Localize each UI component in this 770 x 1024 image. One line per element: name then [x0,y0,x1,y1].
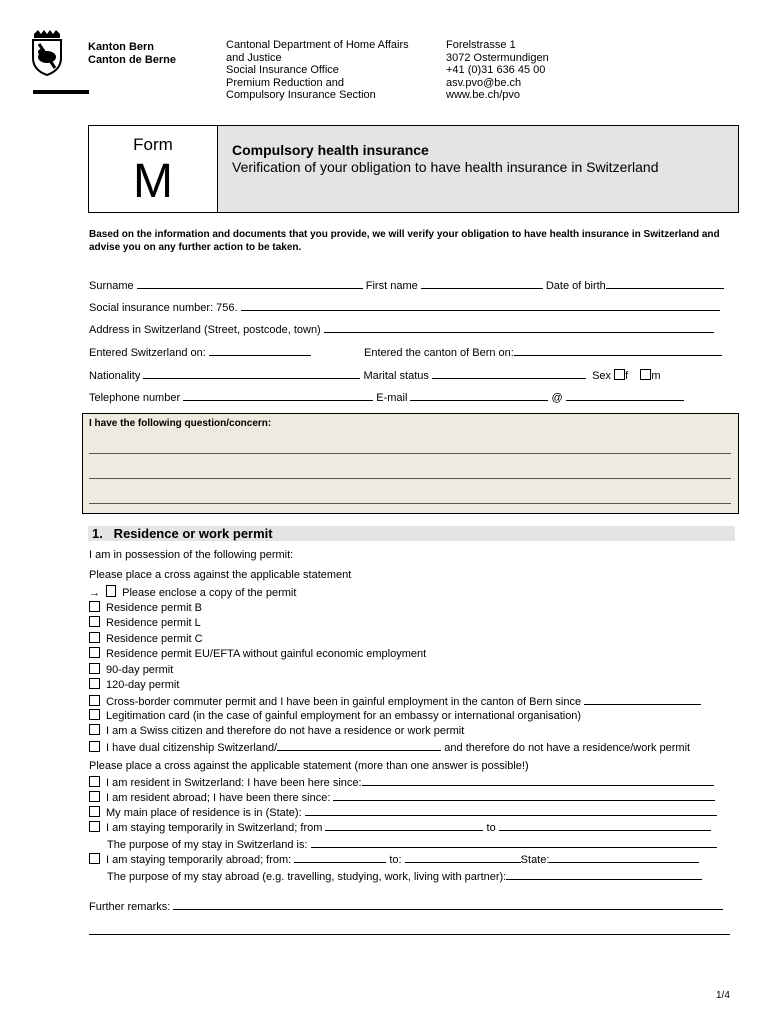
sex-m-label: m [651,370,661,382]
email-label: E-mail [376,392,408,404]
section-1-heading: 1. Residence or work permit [88,526,735,541]
permit-checkbox[interactable] [89,678,100,689]
resident-abroad-field[interactable] [333,790,715,801]
purpose-abroad-label: The purpose of my stay abroad (e.g. travelling, studying, work, living with partner): [107,871,507,883]
website-link[interactable]: www.be.ch/pvo [446,89,520,101]
dual-suffix: and therefore do not have a residence/work permit [444,742,691,754]
dept-line: Social Insurance Office [226,64,339,76]
form-letter: M [133,155,173,208]
permit-checkbox[interactable] [89,647,100,658]
permit-label: Residence permit B [106,602,202,614]
address-block [446,39,549,102]
email-user-field[interactable] [410,390,548,401]
permit-checkbox[interactable] [89,695,100,706]
row-social [89,300,720,314]
to2-label: to: [389,854,402,866]
purpose-ch-row [107,837,717,851]
permit-label: Legitimation card (in the case of gainful employment for an embassy or international organisation) [106,710,582,722]
resident-ch-label: I am resident in Switzerland: I have been here since: [106,777,362,789]
dept-line: and Justice [226,51,282,64]
social-label: Social insurance number: 756. [89,302,238,314]
instruction-text: Please place a cross against the applicable statement [89,569,352,581]
residence-option[interactable] [89,790,715,804]
phone-label: Telephone number [89,392,181,404]
permit-option[interactable] [89,724,464,737]
remarks-label: Further remarks: [89,901,171,913]
permit-label: 120-day permit [106,679,180,691]
question-label: I have the following question/concern: [89,418,272,429]
residence-option[interactable] [89,775,714,789]
temp-ch-to-field[interactable] [499,820,711,831]
temp-abroad-label: I am staying temporarily abroad; from: [106,854,292,866]
temp-ch-label: I am staying temporarily in Switzerland; from [106,822,323,834]
purpose-ch-field[interactable] [311,837,717,848]
sex-f-label: f [625,370,629,382]
permit-option[interactable] [89,694,701,708]
first-name-label: First name [365,280,418,292]
residence-checkbox[interactable] [89,821,100,832]
permit-label: Residence permit C [106,633,203,645]
entered-ch-field[interactable] [209,345,311,356]
temp-ch-from-field[interactable] [325,820,483,831]
remarks-field[interactable] [173,899,723,910]
social-field[interactable] [241,300,720,311]
form-title: Compulsory health insurance [232,142,429,158]
canton-name [88,41,176,66]
permit-checkbox[interactable] [89,724,100,735]
temp-abroad-from-field[interactable] [294,852,386,863]
entered-be-field[interactable] [514,345,722,356]
instruction2-text: Please place a cross against the applicable statement (more than one answer is possible!) [89,760,529,772]
first-name-field[interactable] [421,278,543,289]
permit-option[interactable] [89,709,581,722]
remarks-line-2[interactable] [89,934,730,935]
permit-checkbox[interactable] [89,601,100,612]
dept-line: Premium Reduction and [226,76,345,89]
permit-option[interactable] [89,601,202,614]
address-line: 3072 Ostermundigen [446,51,549,64]
arrow-icon: → [89,587,100,599]
residence-checkbox[interactable] [89,853,100,864]
residence-option[interactable] [89,805,717,819]
form-title-box [88,125,739,213]
permit-label: 90-day permit [106,664,174,676]
permit-option[interactable] [89,663,173,676]
at-sign: @ [551,392,563,404]
row-address [89,322,714,336]
permit-checkbox[interactable] [89,741,100,752]
permit-option[interactable] [89,616,201,629]
form-label-cell [89,126,218,212]
permit-option[interactable] [89,740,690,754]
entered-ch-label: Entered Switzerland on: [89,347,206,359]
purpose-abroad-row [107,869,702,883]
question-box [82,413,739,514]
page-number: 1/4 [716,990,730,1001]
canton-name-de: Kanton Bern [88,41,154,53]
sex-m-checkbox[interactable] [640,369,651,380]
dob-field[interactable] [606,278,724,289]
question-line[interactable] [89,453,731,454]
address-line: +41 (0)31 636 45 00 [446,64,546,76]
row-entered-be [364,345,722,359]
question-line[interactable] [89,478,731,479]
dual-citizenship-field[interactable] [277,740,441,751]
to-label: to [486,822,496,834]
email-domain-field[interactable] [566,390,684,401]
phone-field[interactable] [183,390,373,401]
surname-label: Surname [89,280,134,292]
surname-field[interactable] [137,278,363,289]
row-phone [89,390,684,404]
document-icon [106,585,116,597]
temp-abroad-state-field[interactable] [549,852,699,863]
entered-be-label: Entered the canton of Bern on: [364,347,514,359]
coat-of-arms-logo [30,30,64,76]
permit-option[interactable] [89,647,426,660]
residence-checkbox[interactable] [89,806,100,817]
commuter-since-field[interactable] [584,694,701,705]
intro-text: Based on the information and documents that you provide, we will verify your obligation to have health insurance in Switzerland and advise you on any further action to be taken. [89,229,720,253]
form-word: Form [133,135,173,154]
permit-option[interactable] [89,632,203,645]
enclose-text: Please enclose a copy of the permit [122,587,297,599]
address-field[interactable] [324,322,714,333]
permit-label: Cross-border commuter permit and I have been in gainful employment in the canton of Bern since [106,696,582,708]
row-name [89,278,724,292]
main-residence-field[interactable] [305,805,717,816]
nationality-label: Nationality [89,370,141,382]
purpose-abroad-field[interactable] [506,869,702,880]
dept-line: Compulsory Insurance Section [226,89,376,101]
temp-abroad-to-field[interactable] [405,852,521,863]
dob-label: Date of birth [545,280,606,292]
nationality-field[interactable] [143,368,360,379]
state-label: State: [520,854,550,866]
marital-field[interactable] [432,368,586,379]
residence-checkbox[interactable] [89,776,100,787]
canton-name-fr: Canton de Berne [88,53,177,66]
remarks-row [89,899,723,913]
residence-checkbox[interactable] [89,791,100,802]
permit-checkbox[interactable] [89,709,100,720]
permit-label: Residence permit EU/EFTA without gainful economic employment [106,648,427,660]
purpose-ch-label: The purpose of my stay in Switzerland is: [107,839,308,851]
enclose-row [89,585,296,599]
permit-label: Residence permit L [106,617,201,629]
dept-line: Cantonal Department of Home Affairs [226,39,409,51]
possession-text: I am in possession of the following permit: [89,549,294,561]
address-label: Address in Switzerland (Street, postcode, town) [89,324,321,336]
residence-option[interactable] [89,852,699,866]
permit-label: I have dual citizenship Switzerland/ [106,742,278,754]
address-line: Forelstrasse 1 [446,39,516,51]
email-link[interactable]: asv.pvo@be.ch [446,76,522,89]
permit-option[interactable] [89,678,179,691]
marital-label: Marital status [363,370,429,382]
question-line[interactable] [89,503,731,504]
permit-label: I am a Swiss citizen and therefore do not have a residence or work permit [106,725,465,737]
main-residence-label: My main place of residence is in (State): [106,807,302,819]
permit-checkbox[interactable] [89,663,100,674]
row-nationality [89,368,661,382]
row-entered [89,345,311,359]
resident-ch-field[interactable] [362,775,714,786]
residence-option[interactable] [89,820,711,834]
sex-label: Sex [592,370,612,382]
permit-checkbox[interactable] [89,632,100,643]
department-block [226,39,409,102]
header-rule [33,90,89,94]
sex-f-checkbox[interactable] [614,369,625,380]
form-subtitle: Verification of your obligation to have health insurance in Switzerland [232,159,659,175]
permit-checkbox[interactable] [89,616,100,627]
resident-abroad-label: I am resident abroad; I have been there since: [106,792,331,804]
